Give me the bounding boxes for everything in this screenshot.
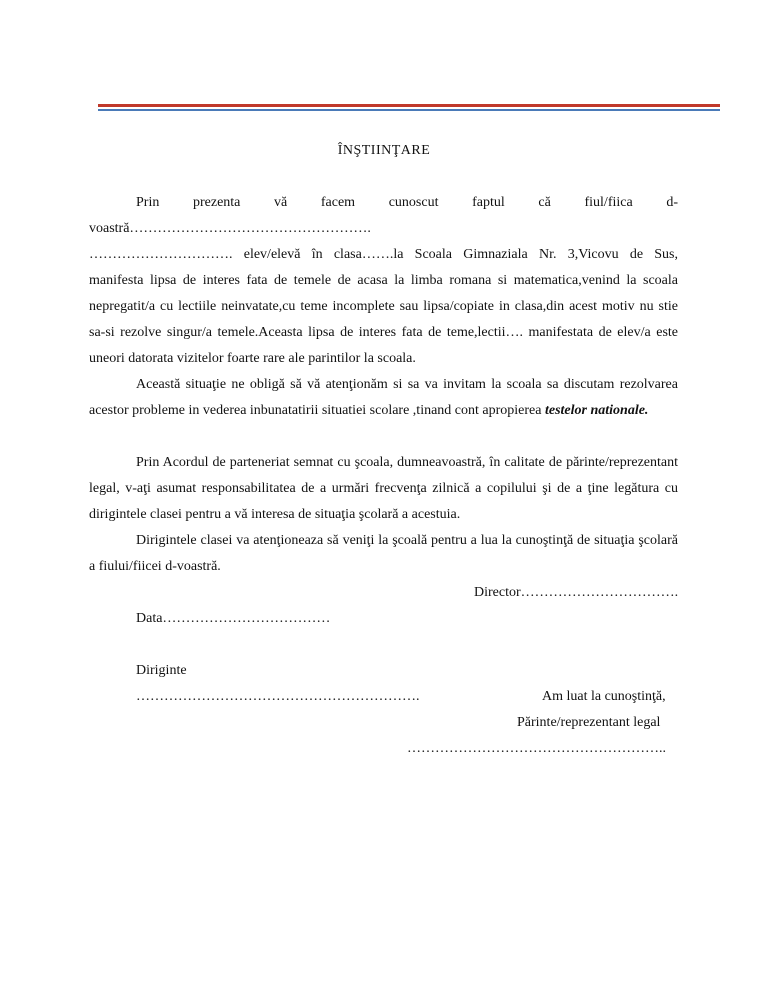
director-signature: Director……………………………. [474,585,679,600]
header-rule-blue [98,109,720,111]
header-rule-red [98,104,720,107]
paragraph1-body: manifesta lipsa de interes fata de temele de acasa la limba romana si matematica,venind la scoala nepregatit/a cu lectiile neinvatate,cu teme incomplete sau lipsa/copiate in clasa,din acest motiv nu stie sa-si rezolve singur/a temele.Aceasta lipsa de interes fata de teme,lectii…. manifestata de elev/a este uneori datorata vizitelor foarte rare ale parintilor la scoala. [89,273,678,366]
diriginte-signature-line: ……………………………………………………. [136,689,420,704]
date-field: Data……………………………… [136,611,331,626]
paragraph1-line1: Prin prezenta vă facem cunoscut faptul că fiul/fiica d- [136,195,678,210]
paragraph2 [89,372,678,424]
paragraph2-text: Această situaţie ne obligă să vă atenţionăm si sa va invitam la scoala sa discutam rezolvarea acestor probleme in vederea inbunatatirii situatiei scolare ,tinand cont apropierea [89,377,678,418]
acknowledgement-label: Am luat la cunoştinţă, [542,689,666,704]
paragraph1-line3: …………………………. elev/elevă în clasa…….la Scoala Gimnaziala Nr. 3,Vicovu de Sus, [89,247,678,262]
diriginte-label: Diriginte [136,663,187,678]
paragraph1-line2: voastră……………………………………………. [89,221,371,236]
document-title: ÎNŞTIINŢARE [337,143,431,158]
parent-signature-line: ……………………………………………….. [407,741,666,756]
paragraph2-emphasis: testelor nationale. [544,403,649,418]
paragraph4: Dirigintele clasei va atenţioneaza să veniţi la şcoală pentru a lua la cunoştinţă de situaţia şcolară a fiului/fiicei d-voastră. [89,533,678,574]
paragraph3: Prin Acordul de parteneriat semnat cu şcoala, dumneavoastră, în calitate de părinte/reprezentant legal, v-aţi asumat responsabilitatea de a urmări frecvenţa zilnică a copilului şi de a ţine legătura cu dirigintele clasei pentru a vă interesa de situaţia şcolară a acestuia. [89,455,678,522]
parent-label: Părinte/reprezentant legal [517,715,661,730]
